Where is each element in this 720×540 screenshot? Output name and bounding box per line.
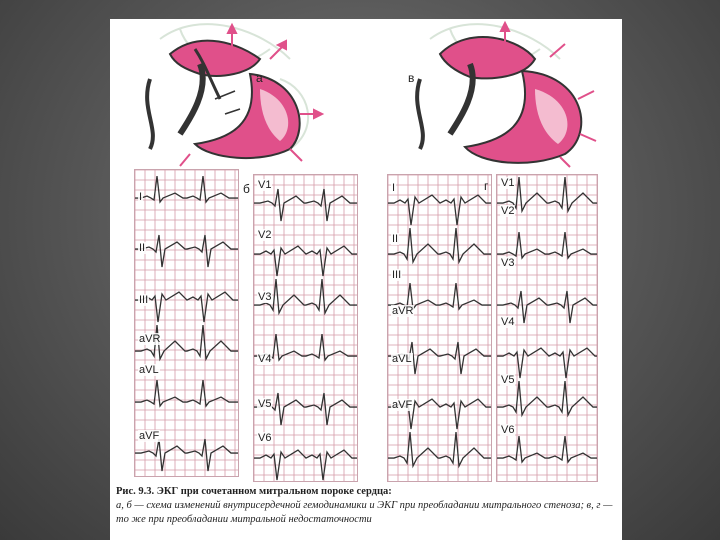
panel-label-v: в xyxy=(408,71,415,85)
ecg-trace xyxy=(135,292,238,322)
lead-label-g-V3: V3 xyxy=(501,257,515,269)
lead-label-g-III: III xyxy=(392,269,402,281)
ecg-trace xyxy=(388,195,491,225)
figure-caption xyxy=(116,485,616,527)
panel-label-g: г xyxy=(484,179,489,193)
figure-page xyxy=(110,19,622,540)
ecg-trace xyxy=(135,380,238,406)
lead-label-b-V2: V2 xyxy=(258,229,272,241)
lead-label-b-III: III xyxy=(139,294,149,306)
lead-label-b-I: I xyxy=(139,191,143,203)
lead-label-b-V5: V5 xyxy=(258,398,272,410)
lead-label-g-V2: V2 xyxy=(501,205,515,217)
panel-label-b: б xyxy=(243,182,250,196)
ecg-trace xyxy=(254,246,357,276)
heart-diagram-a xyxy=(140,19,340,169)
caption-title: Рис. 9.3. ЭКГ при сочетанном митральном пороке сердца: xyxy=(116,486,392,497)
lead-label-b-V3: V3 xyxy=(258,291,272,303)
lead-label-b-aVL: aVL xyxy=(139,364,159,376)
caption-body: а, б — схема изменений внутрисердечной гемодинамики и ЭКГ при преобладании митрального стеноза; в, г — то же при преобладании митральной недостаточности xyxy=(116,500,613,525)
lead-label-b-V6: V6 xyxy=(258,432,272,444)
ecg-trace xyxy=(388,432,491,466)
lead-label-g-V4: V4 xyxy=(501,316,515,328)
lead-label-g-II: II xyxy=(392,233,399,245)
lead-label-b-II: II xyxy=(139,242,146,254)
lead-label-b-aVF: aVF xyxy=(139,430,160,442)
lead-label-g-I: I xyxy=(392,182,396,194)
lead-label-b-V1: V1 xyxy=(258,179,272,191)
heart-diagram-v xyxy=(410,19,610,169)
lead-label-g-aVF: aVF xyxy=(392,399,413,411)
lead-label-g-V6: V6 xyxy=(501,424,515,436)
lead-label-g-aVR: aVR xyxy=(392,305,414,317)
lead-label-b-aVR: aVR xyxy=(139,333,161,345)
lead-label-b-V4: V4 xyxy=(258,353,272,365)
lead-label-g-aVL: aVL xyxy=(392,353,412,365)
ecg-trace xyxy=(135,439,238,471)
panel-label-a: а xyxy=(256,71,263,85)
lead-label-g-V1: V1 xyxy=(501,177,515,189)
ecg-strip-g-limb xyxy=(387,174,492,482)
lead-label-g-V5: V5 xyxy=(501,374,515,386)
